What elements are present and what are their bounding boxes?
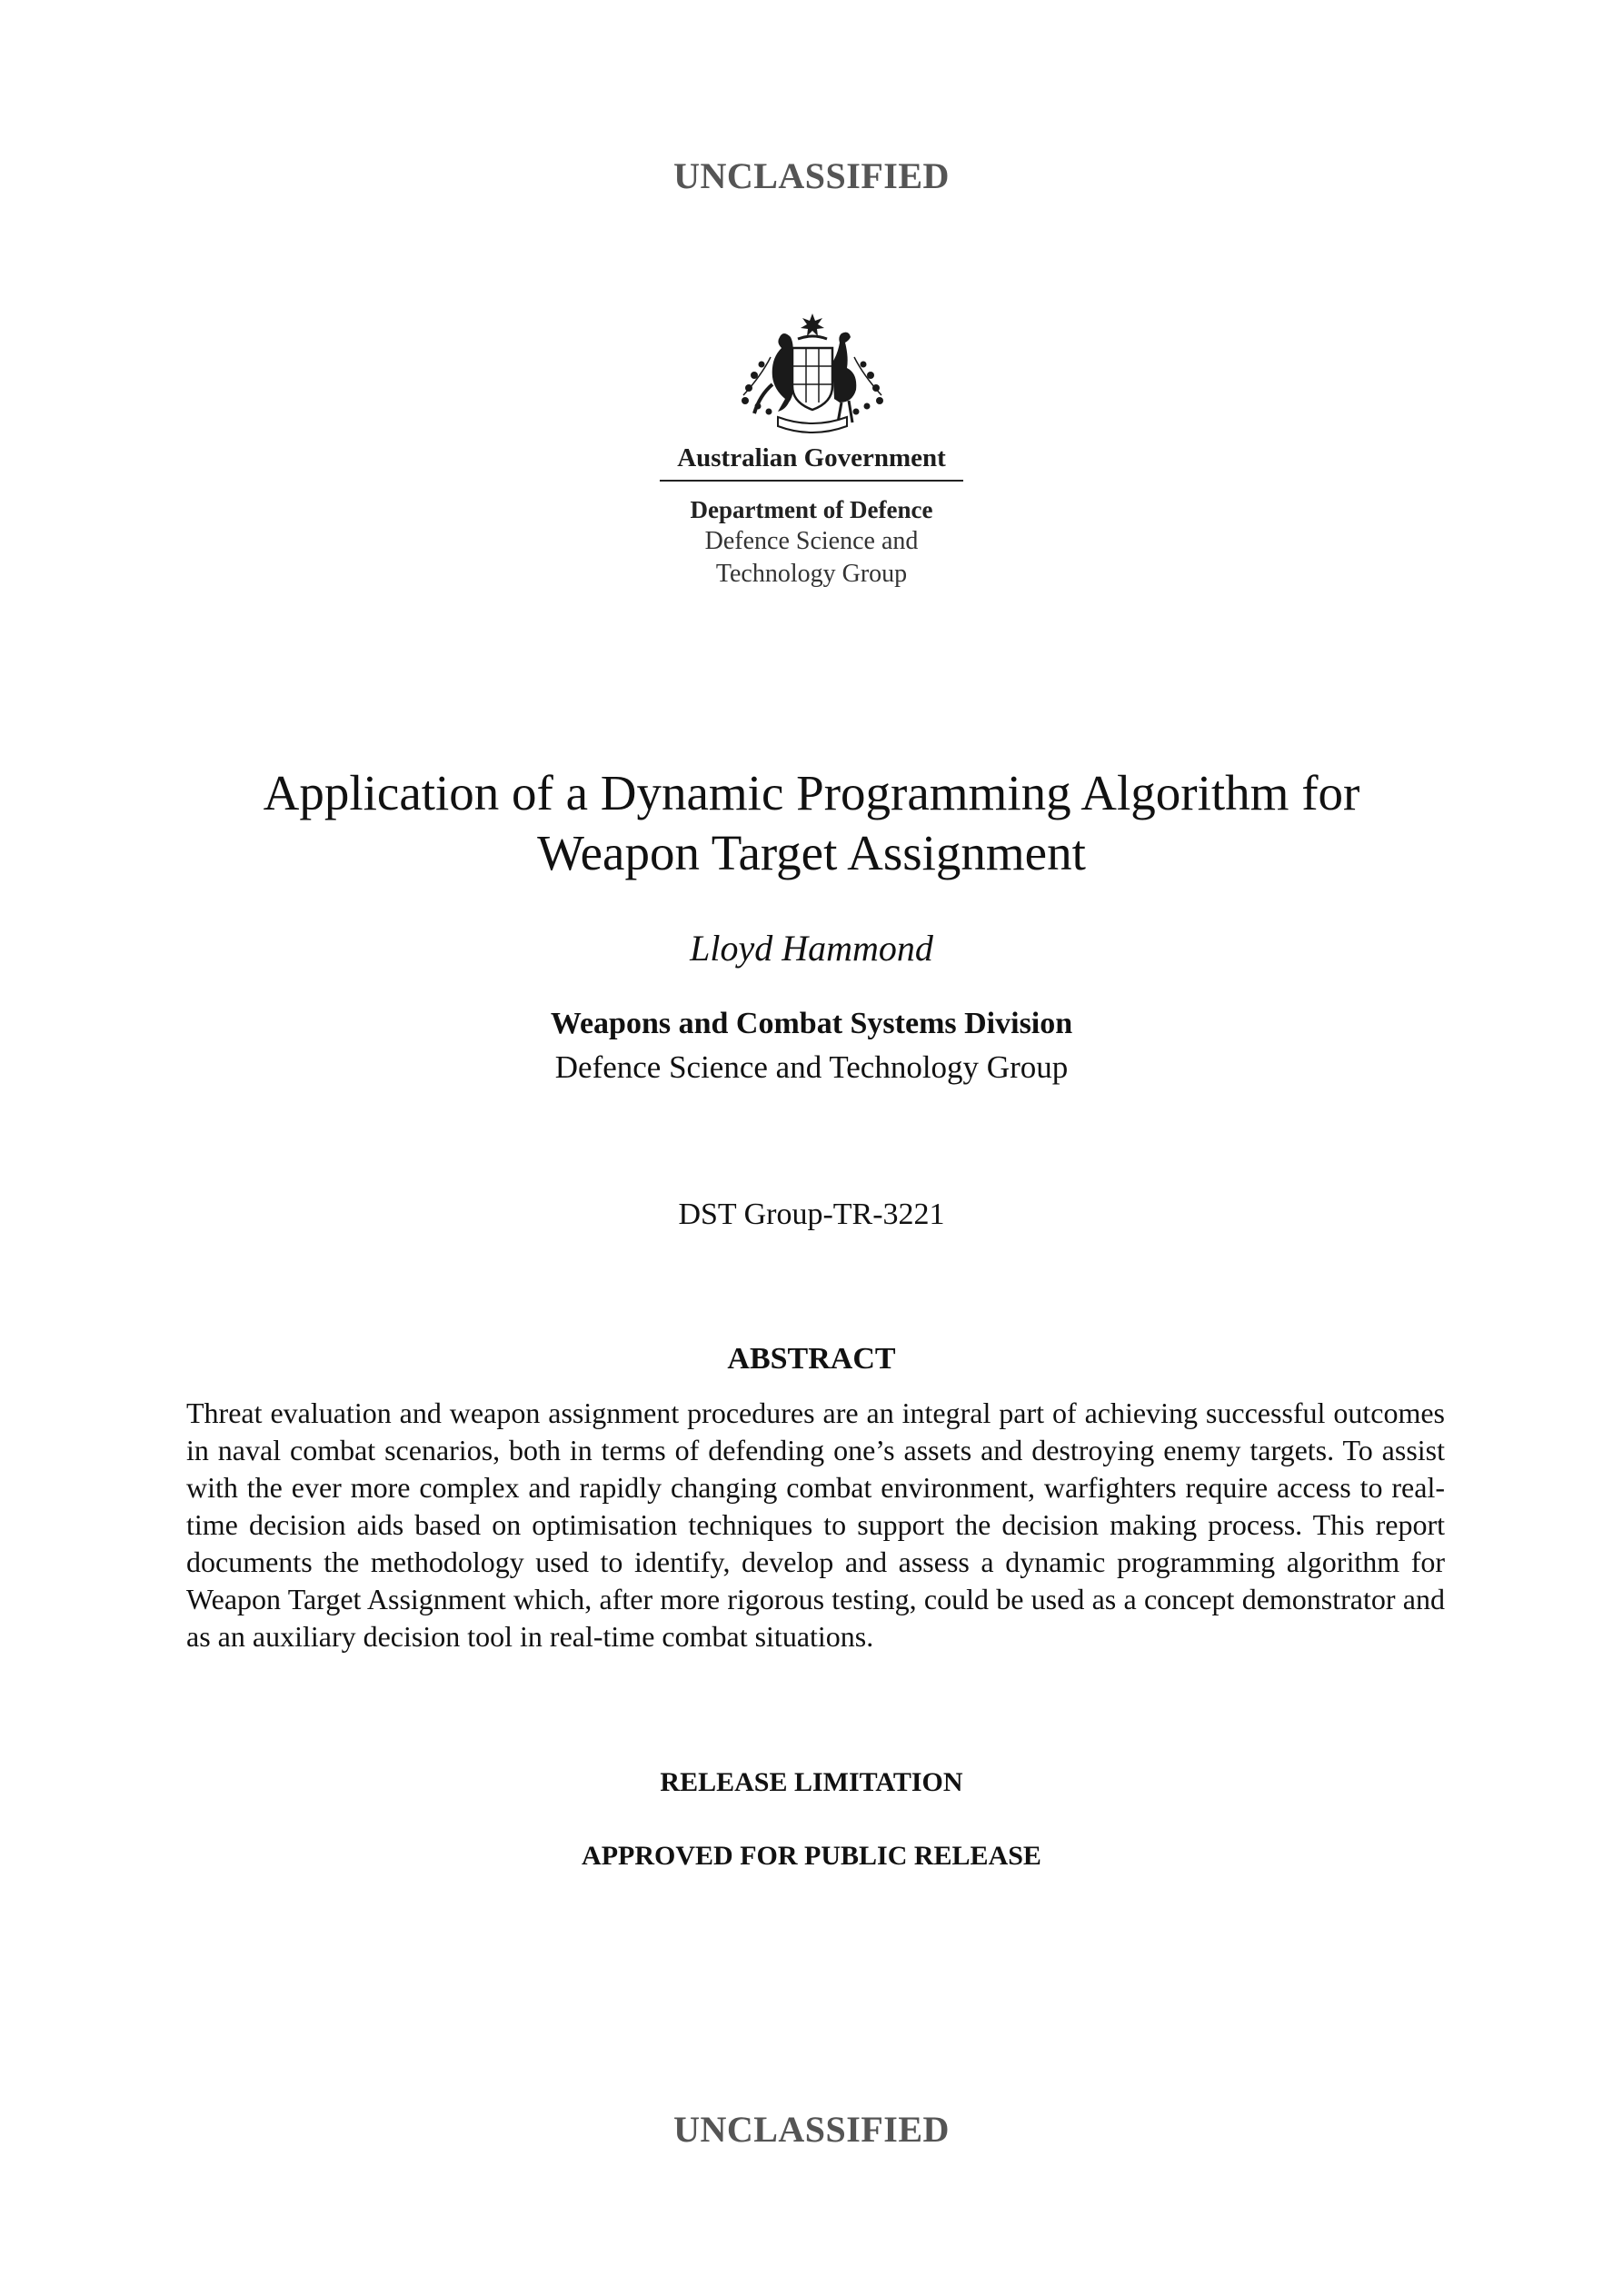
department-name: Department of Defence [690, 496, 933, 523]
organisation-name: Defence Science and Technology Group [554, 1049, 1069, 1085]
release-limitation-heading: RELEASE LIMITATION [660, 1767, 963, 1797]
abstract-heading: ABSTRACT [727, 1342, 896, 1376]
abstract-text: Threat evaluation and weapon assignment procedures are an integral part of achieving successful outcomes in naval combat scenarios, both in terms of defending one’s assets and destroying enemy targets. To assist with the ever more complex and rapidly changing combat environment, warfighters require access to real-time decision aids based on optimisation techniques to support the decision making process. This report documents the methodology used to identify, develop and assess a dynamic programming algorithm for Weapon Target Assignment which, after more rigorous testing, could be used as a concept demonstrator and as an auxiliary decision tool in real-time combat situations. [186, 1396, 1445, 1653]
report-title-line2: Weapon Target Assignment [537, 825, 1086, 880]
classification-header: UNCLASSIFIED [673, 155, 950, 196]
classification-footer: UNCLASSIFIED [673, 2109, 950, 2150]
report-title-line1: Application of a Dynamic Programming Algorithm for [263, 765, 1360, 820]
government-logo [636, 442, 987, 591]
report-title [136, 763, 1487, 883]
group-name-line2: Technology Group [715, 560, 908, 588]
report-number: DST Group-TR-3221 [678, 1198, 945, 1231]
coat-of-arms-icon [734, 312, 891, 439]
division-name: Weapons and Combat Systems Division [550, 1007, 1073, 1040]
logo-divider [660, 480, 963, 482]
release-statement: APPROVED FOR PUBLIC RELEASE [582, 1841, 1041, 1871]
group-name-line1: Defence Science and [704, 527, 919, 555]
government-name: Australian Government [677, 443, 946, 472]
author-name: Lloyd Hammond [690, 928, 933, 969]
